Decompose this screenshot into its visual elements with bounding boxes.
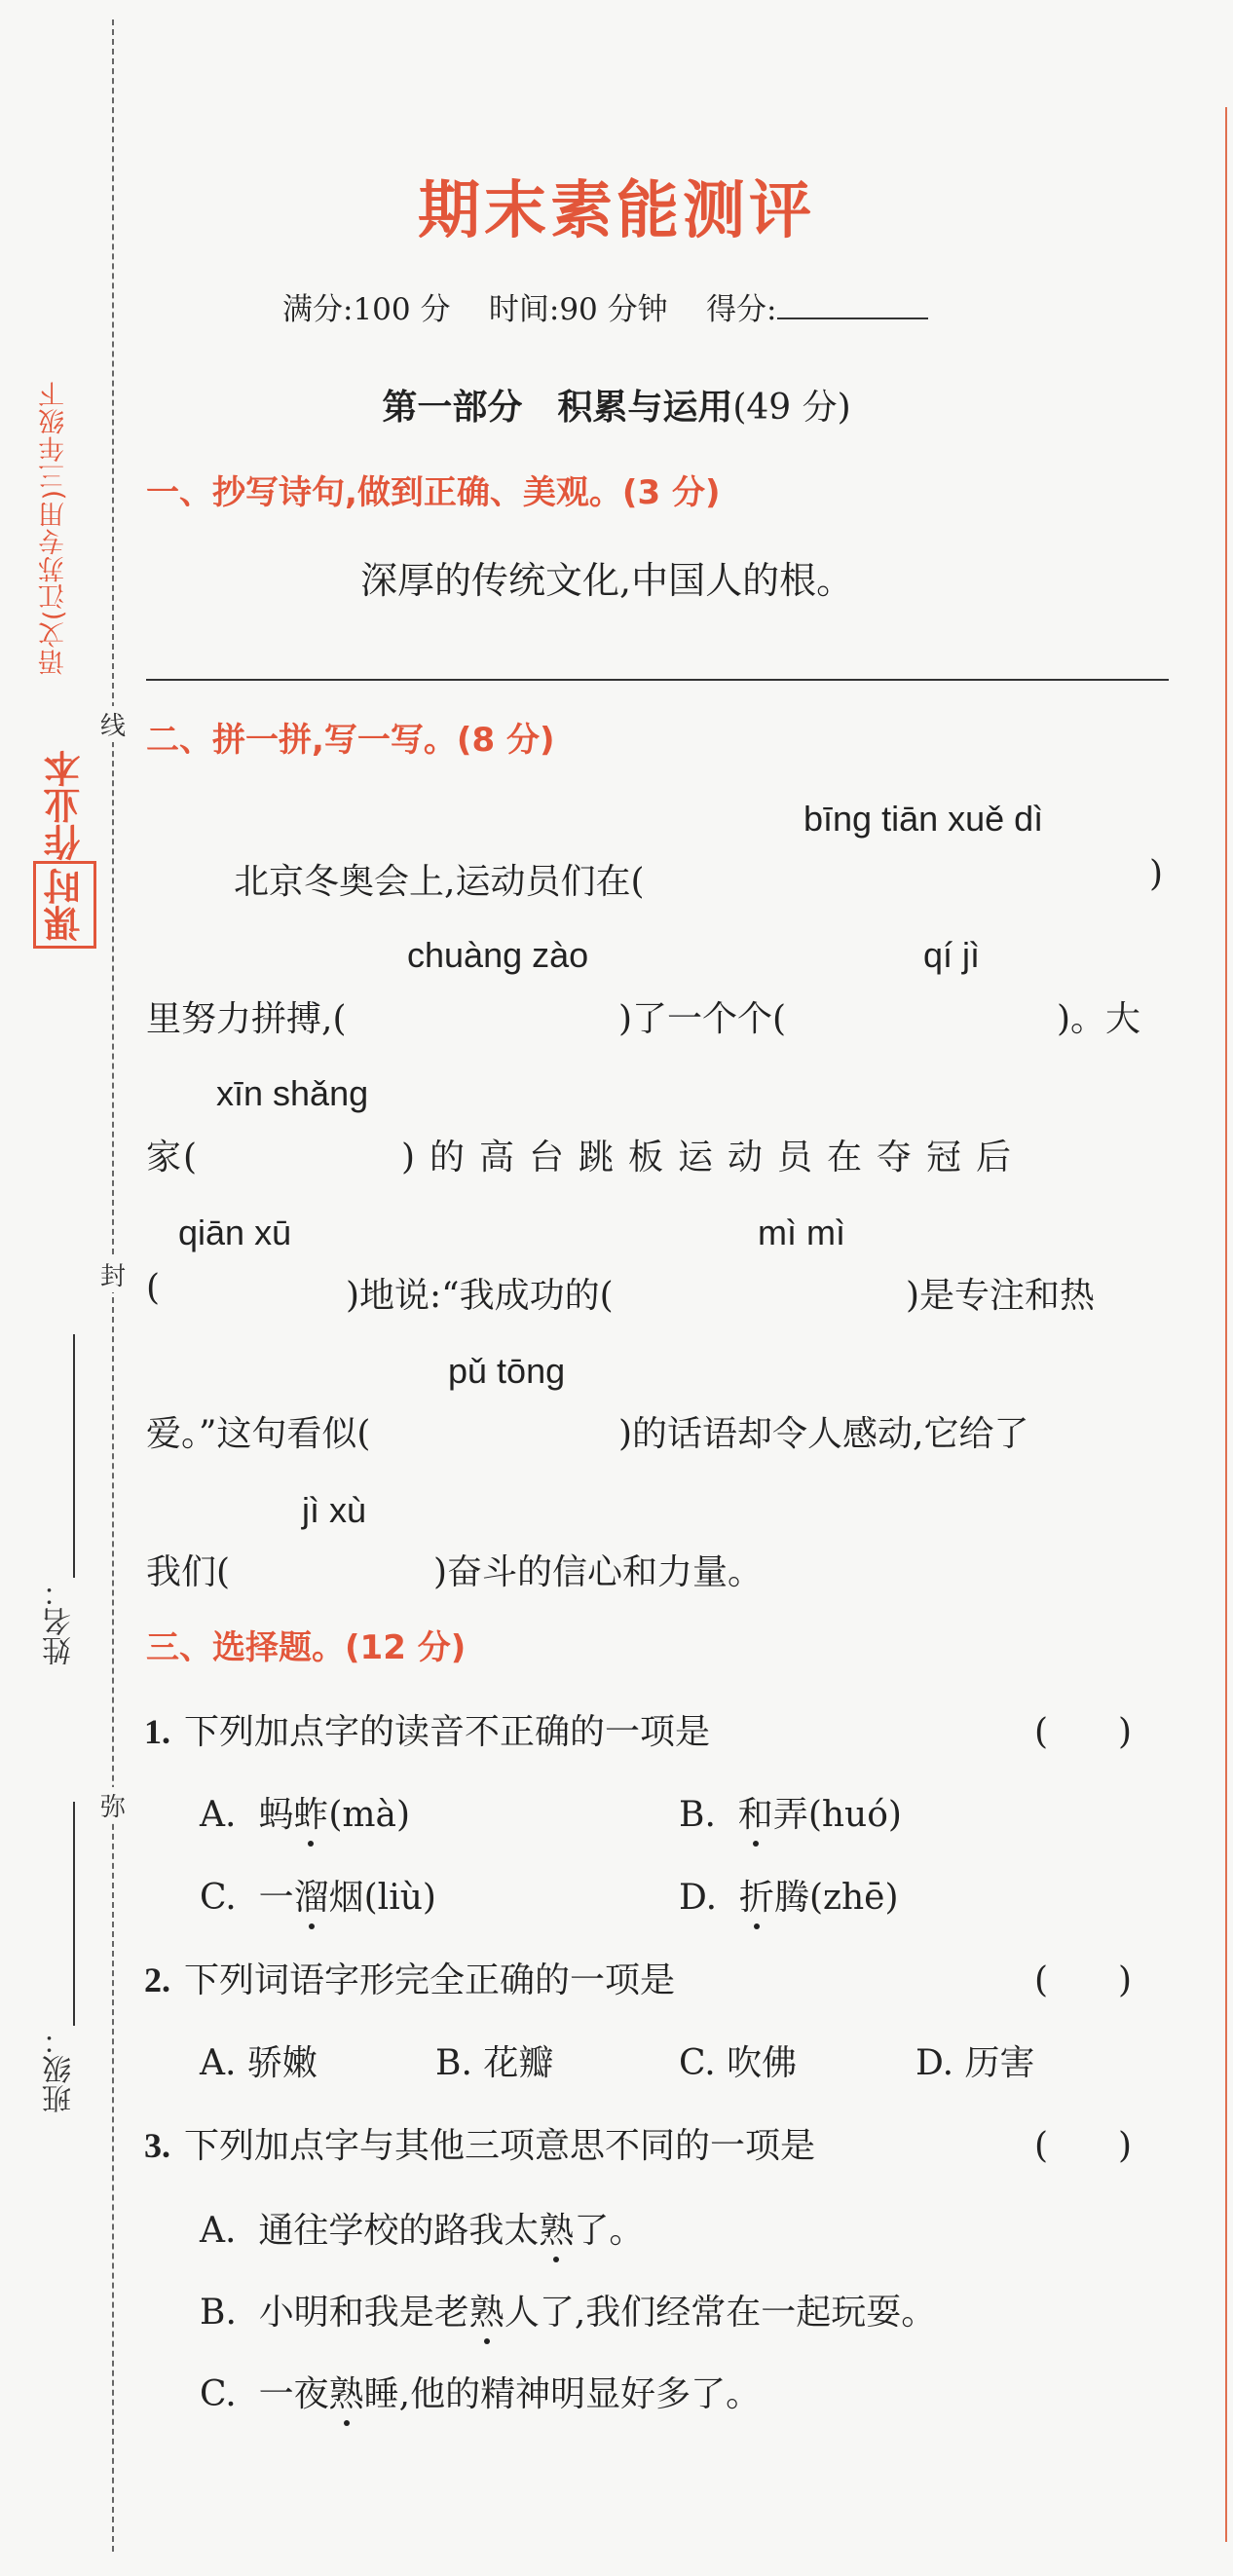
- pinyin-2: chuàng zào: [407, 935, 589, 975]
- option-text: 睡,他的精神明显好多了。: [363, 2374, 762, 2414]
- option-text: 一: [258, 1878, 294, 1918]
- text: 北京冬奥会上,运动员们在(: [234, 862, 645, 902]
- poem-line: 深厚的传统文化,中国人的根。: [360, 559, 854, 602]
- dotted-char: 折: [739, 1870, 774, 1920]
- q3-option-a[interactable]: [200, 2203, 644, 2253]
- name-blank[interactable]: [73, 1334, 75, 1578]
- text: )地说:“我成功的(: [346, 1276, 614, 1316]
- question-3: [144, 2118, 815, 2168]
- question-stem: 下列词语字形完全正确的一项是: [184, 1960, 676, 2000]
- question-2: [144, 1953, 675, 2002]
- text: )。大: [1057, 999, 1141, 1039]
- dotted-char: 蚱: [293, 1787, 328, 1837]
- dotted-char: 熟: [329, 2367, 364, 2416]
- q1-option-a[interactable]: [200, 1787, 410, 1837]
- dotted-char: 溜: [294, 1870, 329, 1920]
- section3-heading: 三、选择题。(12 分): [146, 1628, 467, 1667]
- option-text: (mà): [328, 1795, 411, 1835]
- book-title: 语文(江苏专用)三年级下: [39, 380, 69, 676]
- q3-option-c[interactable]: [200, 2367, 761, 2416]
- seam-mark-line: 线: [100, 706, 126, 742]
- option-text: 小明和我是老: [258, 2293, 469, 2333]
- text: )是专注和热: [906, 1276, 1096, 1316]
- brand-logo: [33, 750, 96, 949]
- brand-text: 作业本: [44, 750, 87, 861]
- option-label: B.: [200, 2293, 237, 2333]
- pinyin-5: qiān xū: [178, 1213, 292, 1252]
- answer-slot-3[interactable]: ( ): [1034, 2126, 1133, 2166]
- q2-option-c[interactable]: C. 吹佛: [679, 2043, 798, 2083]
- exam-time: 时间:90 分钟: [488, 292, 668, 327]
- q1-option-d[interactable]: [679, 1870, 899, 1920]
- q2-option-b[interactable]: B. 花瓣: [435, 2043, 554, 2083]
- seam-mark-seal: 封: [100, 1256, 126, 1292]
- text: 家(: [146, 1138, 200, 1177]
- pinyin-8: jì xù: [302, 1490, 367, 1530]
- copy-line[interactable]: [146, 679, 1169, 681]
- pinyin-1: bīng tiān xuě dì: [803, 799, 1044, 839]
- q3-option-b[interactable]: [200, 2285, 936, 2334]
- text: ): [1149, 854, 1164, 894]
- text: )了一个个(: [618, 999, 787, 1039]
- page-edge-line: [1225, 107, 1227, 2542]
- pinyin-6: mì mì: [758, 1213, 845, 1252]
- text: )奋斗的信心和力量。: [433, 1552, 764, 1592]
- q2-option-a[interactable]: A. 骄嫩: [200, 2043, 318, 2083]
- dotted-char: 和: [738, 1787, 773, 1837]
- answer-slot-1[interactable]: ( ): [1034, 1712, 1133, 1752]
- option-text: 蚂: [258, 1795, 294, 1835]
- option-text: 一夜: [258, 2374, 329, 2414]
- question-1: [144, 1704, 710, 1754]
- option-label: C.: [200, 2374, 237, 2414]
- dotted-char: 熟: [469, 2285, 504, 2334]
- text: (: [146, 1268, 161, 1308]
- q1-option-b[interactable]: [679, 1787, 902, 1837]
- exam-info: [282, 284, 928, 328]
- pinyin-3: qí jì: [923, 935, 981, 975]
- q1-option-c[interactable]: [200, 1870, 436, 1920]
- full-marks: 满分:100 分: [282, 292, 451, 327]
- section1-heading: 一、抄写诗句,做到正确、美观。(3 分): [146, 473, 721, 512]
- text: 爱。”这句看似(: [146, 1414, 371, 1454]
- score-label: 得分:: [706, 292, 777, 327]
- text: 里努力拼搏,(: [146, 999, 347, 1039]
- option-text: 烟(liù): [328, 1878, 436, 1918]
- option-label: B.: [679, 1795, 716, 1835]
- question-number: 1.: [144, 1712, 170, 1751]
- question-stem: 下列加点字的读音不正确的一项是: [184, 1712, 711, 1752]
- answer-slot-2[interactable]: ( ): [1034, 1960, 1133, 2000]
- seam-mark-close: 弥: [100, 1787, 126, 1823]
- option-label: D.: [679, 1878, 718, 1918]
- name-label: 姓名：: [43, 1578, 77, 1665]
- option-text: 弄(huó): [772, 1795, 902, 1835]
- part-heading: [0, 380, 1233, 429]
- section2-heading: 二、拼一拼,写一写。(8 分): [146, 721, 555, 760]
- option-label: C.: [200, 1878, 237, 1918]
- pinyin-4: xīn shǎng: [216, 1073, 369, 1113]
- text: )的话语却令人感动,它给了: [618, 1414, 1029, 1454]
- part-points: (49 分): [732, 388, 851, 428]
- brand-box: 课时: [33, 861, 96, 949]
- text: 我们(: [146, 1552, 231, 1592]
- pinyin-7: pǔ tōng: [448, 1351, 566, 1391]
- dotted-char: 熟: [539, 2203, 574, 2253]
- option-text: 腾(zhē): [773, 1878, 899, 1918]
- option-label: A.: [200, 1795, 237, 1835]
- option-text: 人了,我们经常在一起玩耍。: [504, 2293, 937, 2333]
- q2-option-d[interactable]: D. 历害: [915, 2043, 1035, 2083]
- class-label: 班级：: [43, 2026, 77, 2113]
- option-label: A.: [200, 2211, 237, 2251]
- question-stem: 下列加点字与其他三项意思不同的一项是: [184, 2126, 816, 2166]
- question-number: 2.: [144, 1960, 170, 1999]
- option-text: 通往学校的路我太: [258, 2211, 540, 2251]
- option-text: 了。: [574, 2211, 645, 2251]
- class-blank[interactable]: [73, 1802, 75, 2026]
- question-number: 3.: [144, 2126, 170, 2165]
- part-title: 第一部分 积累与运用: [382, 387, 733, 428]
- score-blank[interactable]: [777, 294, 928, 319]
- text: )的高台跳板运动员在夺冠后: [401, 1138, 1027, 1177]
- page-title: 期末素能测评: [418, 174, 815, 247]
